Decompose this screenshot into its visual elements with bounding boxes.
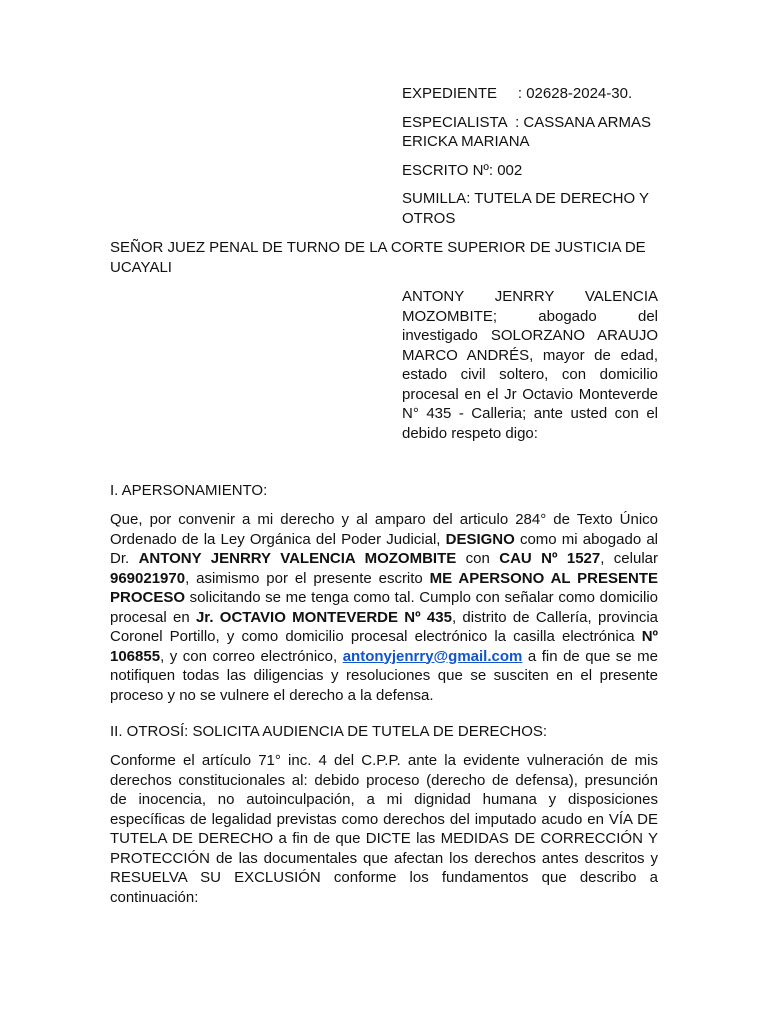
text-run: , celular [600,550,658,567]
lawyer-name: ANTONY JENRRY VALENCIA MOZOMBITE [138,550,457,567]
case-header [402,84,658,237]
bold-run: ME APERSONO AL PRESENTE PROCESO [110,569,659,606]
text-run: , asimismo por el presente escrito [185,569,430,587]
electronic-box: Nº 106855 [110,628,658,665]
filing-number: ESCRITO Nº: 002 [402,161,523,179]
summary: SUMILLA: TUTELA DE DERECHO Y OTROS [402,190,649,227]
text-run: solicitando se me tenga como tal. Cumplo con señalar como domicilio procesal en [110,589,658,626]
addressee: SEÑOR JUEZ PENAL DE TURNO DE LA CORTE SUPERIOR DE JUSTICIA DE UCAYALI [110,239,646,276]
text-run: , distrito de Callería, provincia Coronel Portillo, y como domicilio procesal electrónico la casilla electrónica [110,608,659,645]
case-number: EXPEDIENTE : 02628-2024-30. [402,85,633,102]
section-2-title: II. OTROSÍ: SOLICITA AUDIENCIA DE TUTELA DE DERECHOS: [110,723,548,740]
text-run: Que, por convenir a mi derecho y al amparo del articulo 284° de Texto Único Ordenado de la Ley Orgánica del Poder Judicial, [110,511,658,548]
text-run: con [456,550,500,567]
text-run: , y con correo electrónico, [160,647,343,665]
bold-run: DESIGNO [445,530,515,548]
cau-number: CAU Nº 1527 [499,550,601,567]
address: Jr. OCTAVIO MONTEVERDE Nº 435 [195,608,452,626]
phone-number: 969021970 [110,569,186,587]
section-2-body: Conforme el artículo 71° inc. 4 del C.P.P. ante la evidente vulneración de mis derechos constitucionales al: debido proceso (derecho de defensa), presunción de inocencia, no autoinculpación, a mi dignidad humana y disposiciones específicas de legalidad previstas como derechos del imputado acudo en VÍA DE TUTELA DE DERECHO a fin de que DICTE las MEDIDAS DE CORRECCIÓN Y PROTECCIÓN de las documentales que afectan los derechos antes descritos y RESUELVA SU EXCLUSIÓN conforme los fundamentos que describo a continuación: [110,752,658,906]
intro-paragraph: ANTONY JENRRY VALENCIA MOZOMBITE; abogado del investigado SOLORZANO ARAUJO MARCO ANDRÉS, mayor de edad, estado civil soltero, con domicilio procesal en el Jr Octavio Monteverde N° 435 - Calleria; ante usted con el debido respeto digo: [402,288,658,442]
section-1-title: I. APERSONAMIENTO: [110,482,268,499]
text-run: como mi abogado al Dr. [110,530,658,567]
email-link[interactable]: antonyjenrry@gmail.com [342,647,523,665]
text-run: a fin de que se me notifiquen todas las diligencias y resoluciones que se susciten en el presente proceso y no se vulnere el derecho a la defensa. [110,647,658,704]
specialist: ESPECIALISTA : CASSANA ARMAS ERICKA MARIANA [402,113,656,150]
section-1-body [110,510,658,705]
